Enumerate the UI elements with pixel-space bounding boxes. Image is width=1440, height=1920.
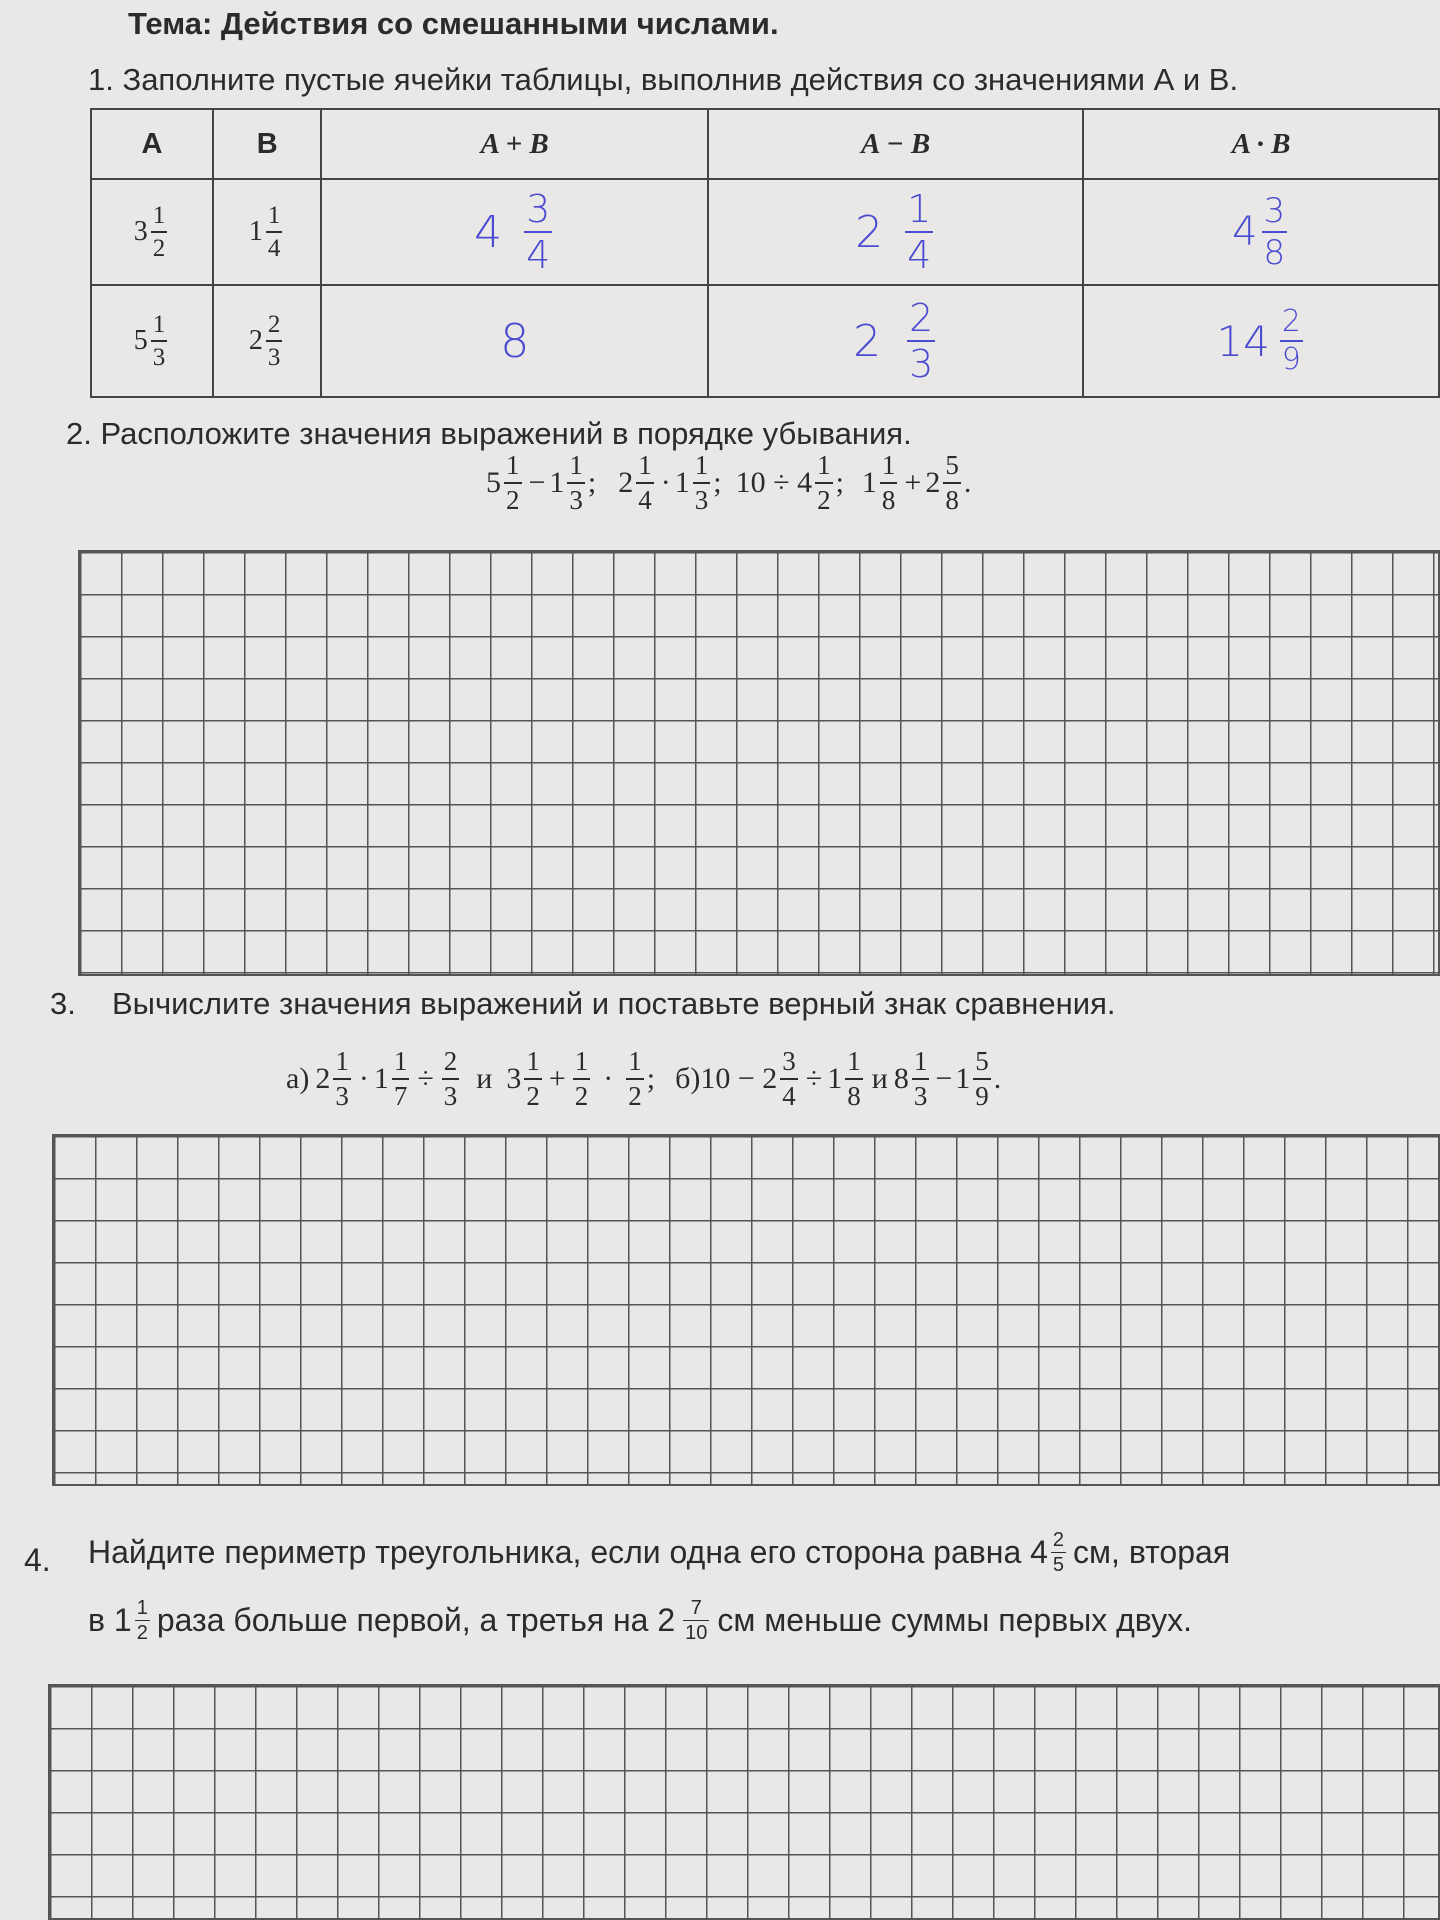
task4-line2: в 1 $\frac{1}{2}$ раза больше первой, а третья на 2 $\frac{7}{10}$ см меньше суммы первых двух.	[88, 1597, 1192, 1644]
table-header-row	[91, 109, 1439, 179]
header-b: B	[213, 109, 321, 179]
task3-expr-a: а) 2 $\frac{1}{3}$ · 1 $\frac{1}{7}$ ÷ $\frac{2}{3}$ и 3 $\frac{1}{2}$ + $\frac{1}{2}$ · $\frac{1}{2}$ ;	[286, 1046, 656, 1111]
task2-expr-4: 1 $\frac{1}{8}$ + 2 $\frac{5}{8}$ .	[861, 450, 972, 515]
cell-prod-answer[interactable]: 4 $\frac{3}{8}$	[1083, 179, 1439, 285]
task3-expr-b: б) 10 − 2 $\frac{3}{4}$ ÷ 1 $\frac{1}{8}$ и 8 $\frac{1}{3}$ − 1 $\frac{5}{9}$ .	[675, 1046, 1002, 1111]
cell-sum-answer[interactable]: 8	[321, 285, 708, 397]
task2-grid[interactable]	[78, 550, 1440, 976]
task2-expr-3: 10 ÷ 4 $\frac{1}{2}$ ;	[735, 450, 844, 515]
task3-expressions	[286, 1048, 1001, 1110]
values-table	[90, 108, 1440, 398]
task1-text: 1. Заполните пустые ячейки таблицы, выполнив действия со значениями А и В.	[88, 62, 1239, 97]
cell-diff-answer[interactable]: 2 $\frac{2}{3}$	[708, 285, 1083, 397]
task2-expressions	[486, 452, 971, 514]
page-title: Тема: Действия со смешанными числами.	[128, 6, 779, 41]
task2-expr-1: 5 $\frac{1}{2}$ − 1 $\frac{1}{3}$ ;	[486, 450, 597, 515]
task3-text: Вычислите значения выражений и поставьте верный знак сравнения.	[112, 986, 1116, 1021]
task4-grid[interactable]	[48, 1684, 1440, 1920]
table-row	[91, 179, 1439, 285]
cell-a: 3 $\frac{1}{2}$	[91, 179, 213, 285]
cell-sum-answer[interactable]: 4 $\frac{3}{4}$	[321, 179, 708, 285]
task3-grid[interactable]	[52, 1134, 1440, 1486]
table-row	[91, 285, 1439, 397]
task2-expr-2: 2 $\frac{1}{4}$ · 1 $\frac{1}{3}$ ;	[618, 450, 722, 515]
cell-b: 1 $\frac{1}{4}$	[213, 179, 321, 285]
cell-b: 2 $\frac{2}{3}$	[213, 285, 321, 397]
cell-diff-answer[interactable]: 2 $\frac{1}{4}$	[708, 179, 1083, 285]
task4-line1: Найдите периметр треугольника, если одна его сторона равна 4 $\frac{2}{5}$ см, вторая	[88, 1529, 1231, 1576]
header-a: A	[91, 109, 213, 179]
header-prod: A · B	[1083, 109, 1439, 179]
task3-number: 3.	[50, 986, 76, 1021]
header-sum: A + B	[321, 109, 708, 179]
header-diff: A − B	[708, 109, 1083, 179]
cell-prod-answer[interactable]: 14 $\frac{2}{9}$	[1083, 285, 1439, 397]
task2-text: 2. Расположите значения выражений в порядке убывания.	[66, 416, 912, 451]
task4-number: 4.	[24, 1542, 51, 1578]
cell-a: 5 $\frac{1}{3}$	[91, 285, 213, 397]
